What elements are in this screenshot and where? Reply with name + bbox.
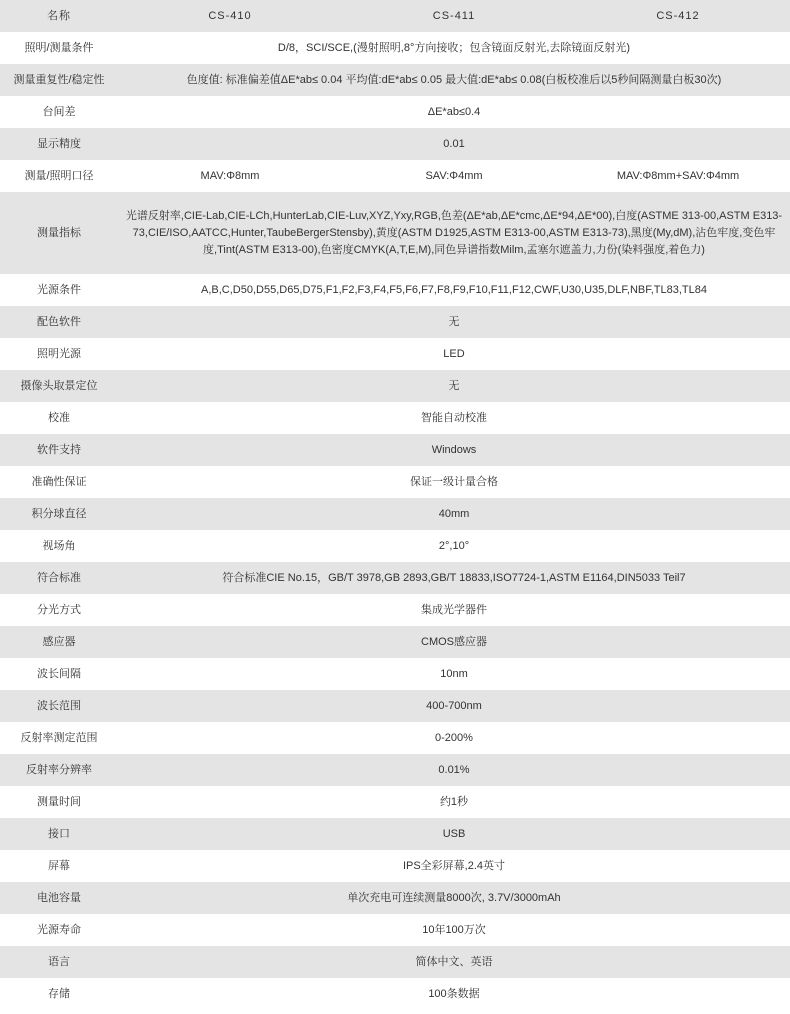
row-label: 电池容量: [0, 882, 118, 914]
row-label: 分光方式: [37, 603, 81, 616]
table-row: [0, 914, 790, 946]
row-label: 校准: [48, 411, 70, 424]
row-value: MAV:Φ8mm+SAV:Φ4mm: [616, 169, 740, 182]
table-row: [0, 850, 790, 882]
table-row: [0, 434, 790, 466]
row-label: 光源条件: [37, 283, 81, 296]
row-label: 测量时间: [37, 795, 81, 808]
row-value: 约1秒: [439, 795, 469, 808]
row-label: 符合标准: [0, 562, 118, 594]
row-value: SAV:Φ4mm: [425, 169, 483, 182]
row-value: MAV:Φ8mm: [200, 169, 260, 182]
row-value: 简体中文、英语: [118, 946, 790, 978]
row-label: 接口: [0, 818, 118, 850]
row-value: LED: [443, 347, 465, 360]
row-value: 0.01: [118, 128, 790, 160]
table-row: [0, 690, 790, 722]
row-label: 光源寿命: [37, 923, 81, 936]
row-value: CMOS感应器: [118, 626, 790, 658]
table-row: [0, 978, 790, 1010]
model-name: CS-410: [118, 0, 342, 32]
row-label: 台间差: [42, 105, 76, 118]
row-value: 单次充电可连续测量8000次, 3.7V/3000mAh: [118, 882, 790, 914]
row-value: A,B,C,D50,D55,D65,D75,F1,F2,F3,F4,F5,F6,F7,F8,F9,F10,F11,F12,CWF,U30,U35,DLF,NBF,TL83,TL84: [201, 283, 707, 296]
table-row: [0, 626, 790, 658]
table-row: [0, 466, 790, 498]
table-row: [0, 274, 790, 306]
row-label: 语言: [0, 946, 118, 978]
row-label: 名称: [0, 0, 118, 32]
table-row: [0, 594, 790, 626]
table-row: [0, 160, 790, 192]
row-value: 2°,10°: [438, 539, 470, 552]
row-value: IPS全彩屏幕,2.4英寸: [402, 859, 506, 872]
table-row: [0, 64, 790, 96]
row-value: 400-700nm: [118, 690, 790, 722]
table-row: [0, 562, 790, 594]
row-value: 40mm: [118, 498, 790, 530]
table-row: [0, 128, 790, 160]
table-row: [0, 498, 790, 530]
row-label: 存储: [48, 987, 70, 1000]
row-label: 积分球直径: [0, 498, 118, 530]
row-value: ΔE*ab≤0.4: [427, 105, 481, 118]
table-row: [0, 402, 790, 434]
row-label: 屏幕: [48, 859, 70, 872]
row-label: 显示精度: [0, 128, 118, 160]
table-row: [0, 192, 790, 274]
row-label: 测量指标: [0, 192, 118, 274]
table-row: [0, 882, 790, 914]
table-row: [0, 530, 790, 562]
row-value: 0.01%: [118, 754, 790, 786]
row-label: 照明光源: [37, 347, 81, 360]
row-label: 波长范围: [0, 690, 118, 722]
row-label: 照明/测量条件: [24, 41, 94, 54]
row-value: 保证一级计量合格: [410, 475, 498, 488]
row-value: 10nm: [440, 667, 468, 680]
row-value: 100条数据: [428, 987, 480, 1000]
row-label: 软件支持: [0, 434, 118, 466]
table-row: [0, 754, 790, 786]
row-value: 符合标准CIE No.15，GB/T 3978,GB 2893,GB/T 18833,ISO7724-1,ASTM E1164,DIN5033 Teil7: [118, 562, 790, 594]
row-label: 感应器: [0, 626, 118, 658]
row-label: 准确性保证: [31, 475, 87, 488]
row-label: 摄像头取景定位: [0, 370, 118, 402]
row-value: 无: [118, 370, 790, 402]
table-row: [0, 946, 790, 978]
row-value: Windows: [118, 434, 790, 466]
row-value: 色度值: 标准偏差值ΔE*ab≤ 0.04 平均值:dE*ab≤ 0.05 最大值:dE*ab≤ 0.08(白板校准后以5秒间隔测量白板30次): [118, 64, 790, 96]
table-row: [0, 306, 790, 338]
row-value: 无: [118, 306, 790, 338]
row-label: 测量重复性/稳定性: [0, 64, 118, 96]
row-label: 配色软件: [0, 306, 118, 338]
table-row: [0, 338, 790, 370]
row-value: 集成光学器件: [421, 603, 487, 616]
row-label: 测量/照明口径: [24, 169, 94, 182]
row-label: 反射率分辨率: [0, 754, 118, 786]
row-value: USB: [118, 818, 790, 850]
table-row: [0, 96, 790, 128]
table-row: [0, 786, 790, 818]
row-value: 0-200%: [435, 731, 473, 744]
table-row: [0, 722, 790, 754]
model-name: CS-411: [342, 0, 566, 32]
row-label: 波长间隔: [37, 667, 81, 680]
table-row: [0, 658, 790, 690]
row-label: 视场角: [42, 539, 76, 552]
model-name: CS-412: [566, 0, 790, 32]
row-value: 智能自动校准: [421, 411, 487, 424]
row-value: 10年100万次: [422, 923, 486, 936]
row-value: D/8，SCI/SCE,(漫射照明,8°方向接收；包含镜面反射光,去除镜面反射光): [277, 41, 631, 54]
table-row: [0, 370, 790, 402]
row-value: 光谱反射率,CIE-Lab,CIE-LCh,HunterLab,CIE-Luv,XYZ,Yxy,RGB,色差(ΔE*ab,ΔE*cmc,ΔE*94,ΔE*00),白度(ASTME 313-00,ASTM E313-73,CIE/ISO,AATCC,Hunter,TaubeBergerStensby),黄度(ASTM D1925,ASTM E313-00,ASTM E313-73),黑度(My,dM),沾色牢度,变色牢度,Tint(ASTM E313-00),色密度CMYK(A,T,E,M),同色异谱指数Milm,孟塞尔遮盖力,力份(染料强度,着色力): [118, 192, 790, 274]
table-row: [0, 32, 790, 64]
row-label: 反射率测定范围: [20, 731, 98, 744]
header-row: [0, 0, 790, 32]
table-row: [0, 818, 790, 850]
